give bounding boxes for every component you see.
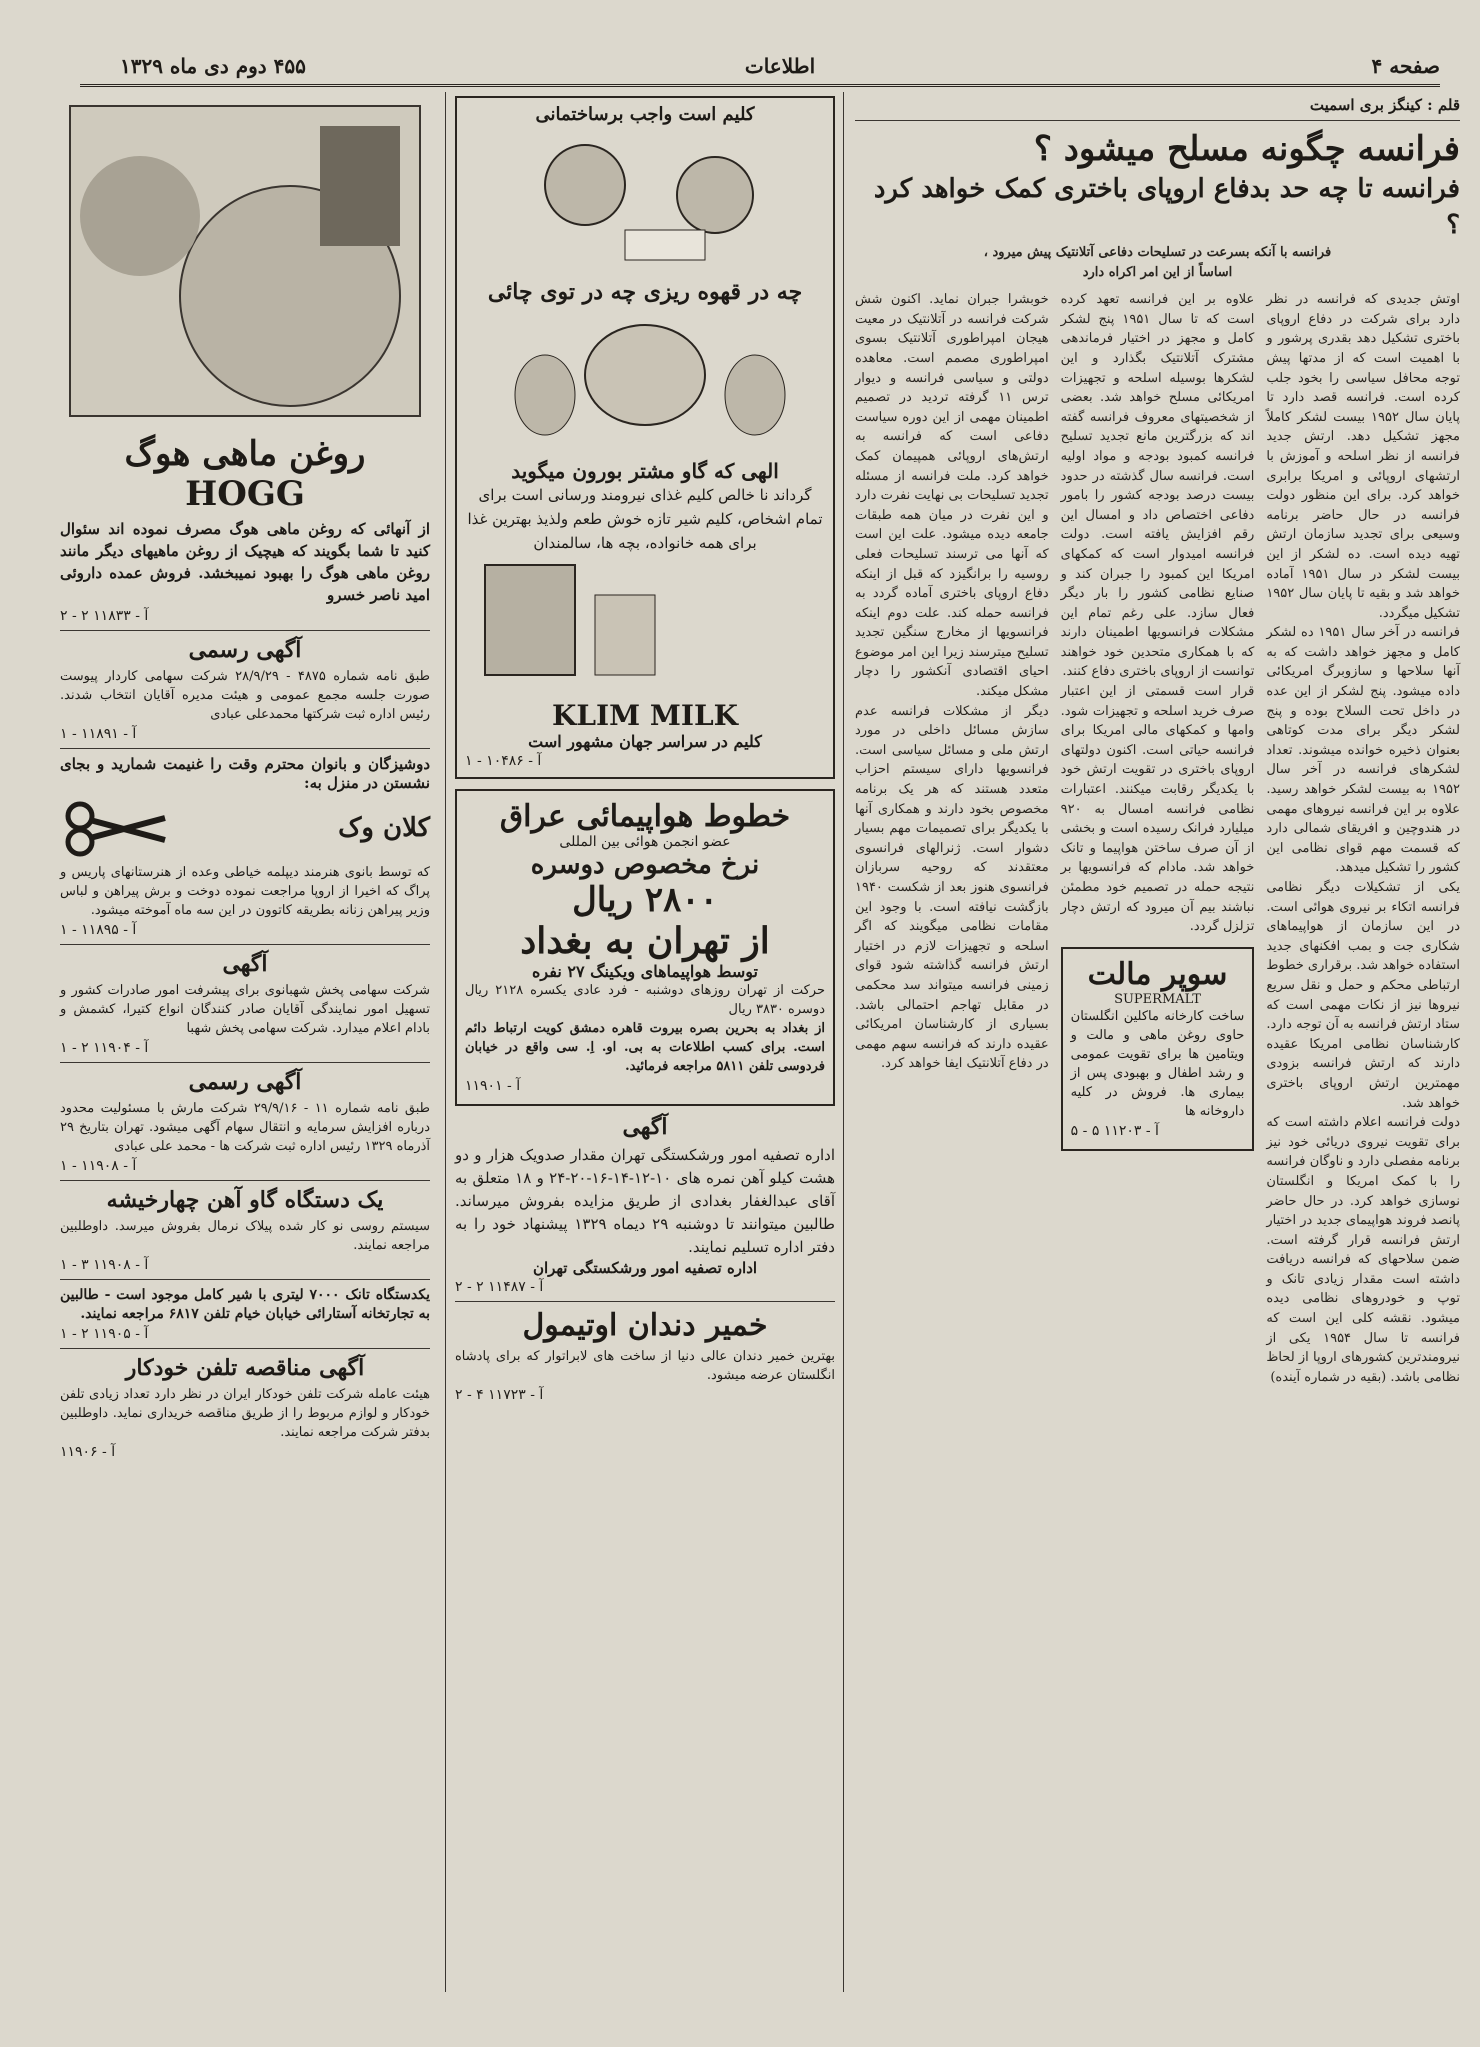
article-body-columns xyxy=(855,290,1460,1387)
kalanvok-intro: دوشیزگان و بانوان محترم وقت را غنیمت شمارید و بجای نشستن در منزل به: xyxy=(60,755,430,792)
article-headline: فرانسه چگونه مسلح میشود ؟ xyxy=(1033,129,1460,169)
article-paragraph: خوبشرا جبران نماید. اکنون شش شرکت فرانسه در آتلانتیک در معیت هیجان امپراطوری آتلانتیک بسوی امپراطوری مصمم است. معاهده دولتی و سیاسی فرانسه و دیوار ترس ۱۱ گرفته تردید در تصمیم اطمینان مهمی از این دوره سیاست دفاعی است که فرانسه به ارتش‌های اروپائی همپیمان کمک خواهد کرد. ملت فرانسه از مسئله تجدید تسلیحات بی نهایت نفرت دارد و این نفرت در میان همه طبقات جامعه دیده میشود. علت این است که آنها می ترسند تسلیحات فعلی روسیه را برانگیزد که قبل از اینکه دفاع اروپای باختری آماده گردد به فرانسه حمله کند. علت دوم اینکه فرانسویها از مخارج سنگین تجدید تسلیح میترسند زیرا این امر موضوع احیای اقتصادی آنکشور را دچار مشکل میکند. xyxy=(854,292,1049,700)
plow-code: آ - ۱۱۹۰۸ ۳ - ۱ xyxy=(60,1257,149,1273)
phone-tender-code: آ - ۱۱۹۰۶ xyxy=(60,1444,116,1460)
official-notice-2-title: آگهی رسمی xyxy=(188,1069,302,1095)
airline-schedule: حرکت از تهران روزهای دوشنبه - فرد عادی یکسره ۲۱۲۸ ریال دوسره ۳۸۳۰ ریال xyxy=(465,983,826,1017)
column-divider xyxy=(843,92,844,1992)
airline-price: ۲۸۰۰ ریال xyxy=(572,880,718,920)
notice-title: آگهی xyxy=(222,951,268,977)
tehran-notice-signature: اداره تصفیه امور ورشکستگی تهران xyxy=(532,1259,758,1277)
airline-code: آ - ۱۱۹۰۱ xyxy=(465,1078,521,1094)
airline-fare-label: نرخ مخصوص دوسره xyxy=(530,850,760,880)
article-paragraph: دولت فرانسه اعلام داشته است که برای تقویت نیروی دریائی خود نیز برنامه مفصلی دارد و ناوگان فرانسه را با کمک امریکا و انگلستان نوسازی خواهد کرد. در حال حاضر پانصد فروند هواپیمای جدید در اختیار ارتش فرانسه قرار گرفته است. ضمن سلاحهای که فرانسه دریافت داشته است مقدار زیادی تانک و توپ و خودروهای نظامی دیده میشود. نقشه کلی این است که فرانسه تا سال ۱۹۵۴ یکی از نیرومندترین کشورهای اروپا از لحاظ نظامی باشد. (بقیه در شماره آینده) xyxy=(1266,1115,1460,1385)
article-paragraph: اوتش جدیدی که فرانسه در نظر دارد برای شرکت در دفاع اروپای باختری تشکیل دهد بقدری پرشور و با اهمیت است که از مدتها پیش توجه محافل سیاسی را بخود جلب کرده است. فرانسه قصد دارد تا پایان سال ۱۹۵۲ بیست لشکر کاملاً مجهز تشکیل دهد. ارتش جدید فرانسه از نظر اسلحه و آموزش با ارتشهای اروپائی و امریکا برابری خواهد کرد. برای این منظور دولت فرانسه در حال حاضر برنامه وسیعی برای تجدید سازمان ارتش تهیه دیده است. ده لشکر از این بیست لشکر در سال ۱۹۵۱ آماده خواهد شد و بقیه تا پایان سال ۱۹۵۲ تشکیل میگردد. xyxy=(1266,292,1460,621)
klim-tagline: کلیم در سراسر جهان مشهور است xyxy=(528,732,762,751)
article-subheadline: فرانسه تا چه حد بدفاع اروپای باختری کمک خواهد کرد ؟ xyxy=(873,174,1460,240)
official-notice-2-body: طبق نامه شماره ۱۱ - ۲۹/۹/۱۶ شرکت مارش با مسئولیت محدود درباره افزایش سرمایه و انتقال سهام آگهی میشود. تهران بتاریخ ۲۹ آذرماه ۱۳۲۹ رئیس اداره ثبت شرکت ها - محمد علی عبادی xyxy=(60,1101,430,1154)
klim-code: آ - ۱۰۴۸۶ - ۱ xyxy=(465,753,542,769)
hogg-title: روغن ماهی هوگ HOGG xyxy=(124,434,366,514)
article-lead-2: اساساً از این امر اکراه دارد xyxy=(1082,264,1233,280)
kalanvok-banner xyxy=(60,793,430,863)
divider xyxy=(60,944,430,945)
kalanvok-body: که توسط بانوی هنرمند دیپلمه خیاطی وعده از هنرستانهای پاریس و پراگ که اخیرا از اروپا مراجعت نموده دوخت و برش پیراهن و لباس وزیر پیراهن زنانه بطریقه کاتوون در این سه ماه آموخته میشود. xyxy=(60,865,430,918)
toothpaste-code: آ - ۱۱۷۲۳ ۴ - ۲ xyxy=(455,1387,544,1403)
article-byline: قلم : کینگز بری اسمیت xyxy=(1309,96,1460,114)
classifieds-column xyxy=(60,96,430,1462)
tehran-notice-body: اداره تصفیه امور ورشکستگی تهران مقدار صدویک هزار و دو هشت کیلو آهن نمره های ۱۰-۱۲-۱۴-۱۶-۲۰-۲۴ و ۱۸ متعلق به آقای عبدالغفار بغدادی از طریق مزایده بفروش میرساند. طالبین میتوانند تا دوشنبه ۲۹ دیماه ۱۳۲۹ پیشنهاد خود را به دفتر اداره تسلیم نمایند. xyxy=(455,1146,835,1256)
page-number: صفحه ۴ xyxy=(1371,54,1440,78)
divider xyxy=(60,1180,430,1181)
airline-subtitle: عضو انجمن هوائی بین المللی xyxy=(559,834,731,850)
official-notice-1-code: آ - ۱۱۸۹۱ - ۱ xyxy=(60,726,137,742)
klim-slogan-1: کلیم است واجب برساختمانی xyxy=(535,104,755,125)
kalanvok-title: کلان وک xyxy=(338,813,430,843)
kalanvok-code: آ - ۱۱۸۹۵ - ۱ xyxy=(60,922,137,938)
klim-slogan-2: چه در قهوه ریزی چه در توی چائی xyxy=(487,279,803,305)
article-paragraph: قرار است قسمتی از این اعتبار صرف خرید اسلحه و تجهیزات شود. وامها و کمکهای مالی امریکا برای فرانسه حیاتی است. اکنون دولتهای اروپای باختری در تقویت ارتش خود با یکدیگر رقابت میکنند. اعتبارات نظامی فرانسه امسال به ۹۲۰ میلیارد فرانک رسیده است و بخشی از آن صرف ساختن هواپیما و تانک خواهد شد. مادام که فرانسویها بر نتیجه حمله در تصمیم خود مطمئن نباشند بیم آن میرود که ارتش دچار تزلزل گردد. xyxy=(1060,684,1255,935)
divider xyxy=(60,1348,430,1349)
supermalt-code: آ - ۱۱۲۰۳ ۵ - ۵ xyxy=(1070,1122,1159,1139)
supermalt-title: سوپر مالت xyxy=(1087,956,1228,992)
supermalt-body: ساخت کارخانه ماکلین انگلستان حاوی روغن ماهی و مالت و ویتامین ها برای تقویت عمومی و رشد اطفال و بهبودی پس از بیماری ها. فروش در کلیه داروخانه ها xyxy=(1070,1008,1245,1119)
airline-title: خطوط هواپیمائی عراق xyxy=(499,799,791,834)
plow-body: سیستم روسی نو کار شده پیلاک نرمال بفروش میرسد. داوطلبین مراجعه نمایند. xyxy=(60,1219,430,1253)
klim-illustration-top xyxy=(465,125,825,275)
article-col-right xyxy=(1266,290,1460,1387)
divider xyxy=(60,748,430,749)
notice-body: شرکت سهامی پخش شهبانوی برای پیشرفت امور صادرات کشور و تسهیل امور نمایندگی آقایان صادر کنندگان انواع کتیرا، کشمش و بادام اعلام میدارد. شرکت سهامی پخش شهبا xyxy=(60,983,430,1036)
tehran-notice-code: آ - ۱۱۴۸۷ ۲ - ۲ xyxy=(455,1279,544,1295)
supermalt-ad xyxy=(1061,947,1255,1151)
klim-slogan-3: الهی که گاو مشتر بورون میگوید xyxy=(511,459,779,483)
divider xyxy=(855,120,1460,121)
ads-column xyxy=(455,96,835,1405)
article-column xyxy=(855,96,1460,1387)
phone-tender-body: هیئت عامله شرکت تلفن خودکار ایران در نظر دارد تعداد زیادی تلفن خودکار و لوازم مربوط را از طریق مناقصه خریداری نماید. داوطلبین بدفتر شرکت مراجعه نمایند. xyxy=(60,1387,430,1440)
divider xyxy=(60,630,430,631)
article-col-mid xyxy=(1061,290,1255,1387)
scissors-icon xyxy=(60,798,170,858)
klim-illustration-cow xyxy=(465,305,825,455)
article-paragraph: علاوه بر این فرانسه تعهد کرده است که تا سال ۱۹۵۱ پنج لشکر کامل و مجهز در اختیار فرماندهی مشترک آتلانتیک بگذارد و این لشکرها بوسیله اسلحه و تجهیزات امریکائی مسلح خواهد شد. بعضی از شخصیتهای معروف فرانسه گفته اند که بزرگترین مانع تجدید تسلیح فرانسه کمبود بودجه و مواد اولیه است. فرانسه سال گذشته در حدود بیست درصد بودجه کشور را بامور دفاعی اختصاص داد و امسال این رقم افزایش یافته است. دولت فرانسه امیدوار است که کمکهای امریکا این کمبود را جبران کند و صنایع نظامی کشور را بار دیگر فعال سازد. علی رغم تمام این مشکلات فرانسویها اطمینان دارند که با همکاری متحدین خود خواهند توانست از اروپای باختری دفاع کنند. xyxy=(1060,292,1255,680)
plow-title: یک دستگاه گاو آهن چهارخیشه xyxy=(106,1187,384,1213)
hogg-illustration xyxy=(60,96,430,426)
divider xyxy=(455,1301,835,1302)
issue-date: ۴۵۵ دوم دی ماه ۱۳۲۹ xyxy=(120,54,306,78)
airline-footer: از بغداد به بحرین بصره بیروت قاهره دمشق کویت ارتباط دائم است. برای کسب اطلاعات به بی. او. اِ. سی واقع در خیابان فردوسی تلفن ۵۸۱۱ مراجعه فرمائید. xyxy=(465,1021,825,1074)
tehran-notice-title: آگهی xyxy=(622,1114,668,1140)
official-notice-1-title: آگهی رسمی xyxy=(188,637,302,663)
article-lead-1: فرانسه با آنکه بسرعت در تسلیحات دفاعی آتلانتیک پیش میرود ، xyxy=(983,245,1332,260)
klim-body: گرداند نا خالص کلیم غذای نیرومند ورسانی است برای تمام اشخاص، کلیم شیر تازه خوش طعم ولذیذ بهترین غذا برای همه خانواده، بچه ها، سالمندان xyxy=(467,486,823,552)
phone-tender-title: آگهی مناقصه تلفن خودکار xyxy=(125,1355,365,1381)
article-col-left xyxy=(855,290,1049,1387)
supermalt-latin: SUPERMALT xyxy=(1114,991,1201,1007)
column-divider xyxy=(445,92,446,1992)
toothpaste-body: بهترین خمیر دندان عالی دنیا از ساخت های لابراتوار که برای پادشاه انگلستان عرضه میشود. xyxy=(455,1349,835,1383)
klim-can-illustration xyxy=(465,555,825,695)
article-paragraph: فرانسه در آخر سال ۱۹۵۱ ده لشکر کامل و مجهز خواهد داشت که به آنها سلاحها و سازوبرگ امریکائی داده میشود. پنج لشکر از این عده در داخل تحت السلاح بوده و پنج لشکر دیگر برای مدت کوتاهی بعنوان ذخیره خوانده میشوند. تعداد لشکرهای فرانسه در آخر سال ۱۹۵۲ به بیست لشکر خواهد رسید. علاوه بر این فرانسه نیروهای مهمی در هندوچین و افریقای شمالی دارد که قسمت مهم قوای نظامی این کشور را تشکیل میدهد. xyxy=(1266,625,1460,876)
klim-ad xyxy=(455,96,835,779)
official-notice-1-body: طبق نامه شماره ۴۸۷۵ - ۲۸/۹/۲۹ شرکت سهامی کاردار پیوست صورت جلسه مجمع عمومی و هیئت مدیره آقایان انتخاب شدند. رئیس اداره ثبت شرکتها محمدعلی عبادی xyxy=(60,669,430,722)
tank-body: یکدستگاه تانک ۷۰۰۰ لیتری با شیر کامل موجود است - طالبین به تجارتخانه آستارائی خیابان خیام تلفن ۶۸۱۷ مراجعه نمایند. xyxy=(60,1287,430,1322)
airline-route: از تهران به بغداد xyxy=(520,920,770,962)
article-paragraph: دیگر از مشکلات فرانسه عدم سازش مسائل داخلی در مورد ارتش ملی و مسائل سیاسی است. فرانسویها دارای سیستم احزاب متعدد هستند که هر یک برنامه مخصوص بخود دارند و همکاری آنها با یکدیگر برای تصمیمات مهم بسیار دشوار است. ژنرالهای فرانسوی معتقدند که روحیه سربازان فرانسوی هنوز بعد از شکست ۱۹۴۰ بازگشت نیافته است. با وجود این مقامات نظامی میگویند که اگر اسلحه و تجهیزات لازم در اختیار ارتش فرانسه گذاشته شود قوای زمینی فرانسه میتواند سد محکمی در مقابل تهاجم احتمالی باشد. بسیاری از کارشناسان امریکائی عقیده دارند که فرانسه سهم مهمی در دفاع آتلانتیک ایفا خواهد کرد. xyxy=(854,703,1049,1072)
klim-brand: KLIM MILK xyxy=(552,699,738,732)
divider xyxy=(60,1062,430,1063)
notice-code: آ - ۱۱۹۰۴ ۲ - ۱ xyxy=(60,1040,149,1056)
tank-code: آ - ۱۱۹۰۵ ۲ - ۱ xyxy=(60,1326,149,1342)
toothpaste-title: خمیر دندان اوتیمول xyxy=(522,1308,768,1343)
hogg-body: از آنهائی که روغن ماهی هوگ مصرف نموده اند سئوال کنید تا شما بگویند که هیچیک از روغن ماهیهای دیگر مانند روغن ماهی هوگ را بهبود نمیبخشد. فروش عمده داروئی امید ناصر خسرو xyxy=(60,520,430,604)
paper-name: اطلاعات xyxy=(744,54,816,78)
airline-aircraft: توسط هواپیماهای ویکینگ ۲۷ نفره xyxy=(532,962,758,981)
divider xyxy=(60,1279,430,1280)
article-paragraph: یکی از تشکیلات دیگر نظامی فرانسه اتکاء بر نیروی هوائی است. در این سازمان از هواپیماهای شکاری جت و بمب افکنهای جدید استفاده خواهد شد. برقراری خطوط ارتباطی محکم و حمل و نقل سریع نیروها نیز از نکات مهمی است که ستاد ارتش فرانسه به آن توجه دارد. کارشناسان نظامی امریکا عقیده دارند که ارتش فرانسه بزودی مهمترین ارتش اروپای باختری خواهد شد. xyxy=(1266,880,1460,1111)
official-notice-2-code: آ - ۱۱۹۰۸ - ۱ xyxy=(60,1158,137,1174)
hogg-code: آ - ۱۱۸۳۳ ۲ - ۲ xyxy=(60,608,149,624)
airline-ad xyxy=(455,789,835,1106)
page-header xyxy=(80,48,1440,87)
